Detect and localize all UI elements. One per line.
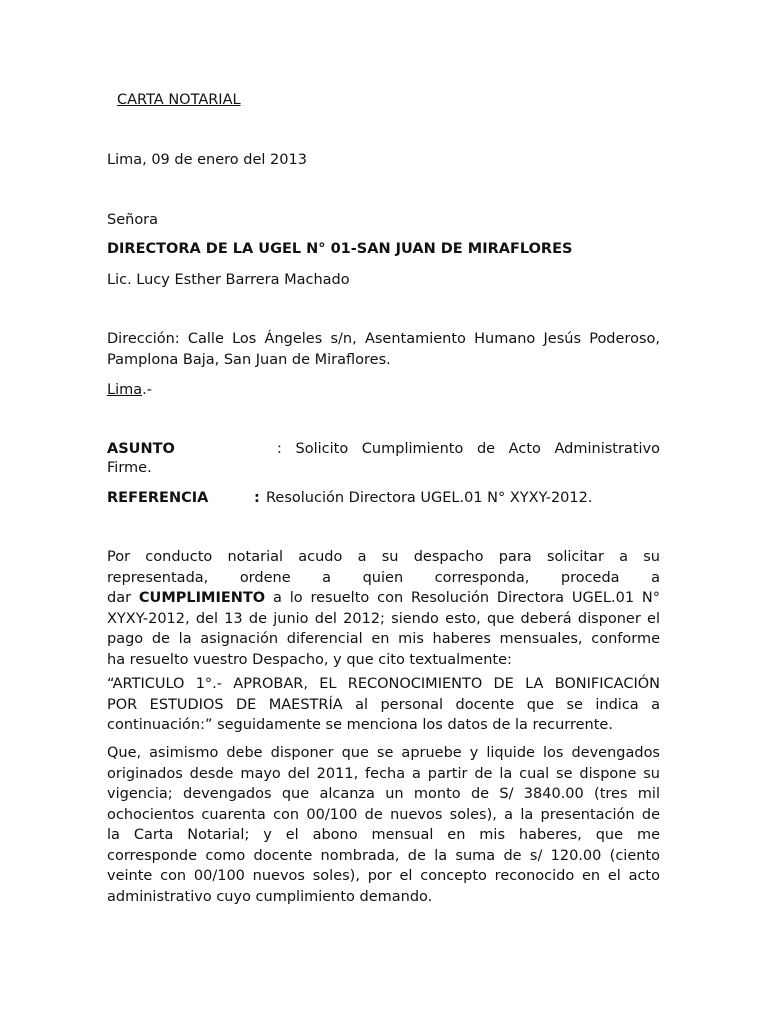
address-block: [107, 329, 660, 370]
paragraph-line: [107, 588, 660, 609]
address-line: Pamplona Baja, San Juan de Miraflores.: [107, 351, 391, 368]
paragraph-line: XYXY-2012, del 13 de junio del 2012; siendo esto, que deberá disponer el: [107, 610, 660, 627]
paragraph-payment: [107, 743, 660, 907]
paragraph-line: vigencia; devengados que alcanza un monto de S/ 3840.00 (tres mil: [107, 786, 660, 802]
referencia-colon: :: [254, 490, 260, 506]
city-suffix: .-: [142, 382, 152, 398]
asunto-label: ASUNTO: [107, 441, 175, 457]
recipient-name: Lic. Lucy Esther Barrera Machado: [107, 272, 350, 288]
paragraph-line: ha resuelto vuestro Despacho, y que cito textualmente:: [107, 651, 512, 668]
city: Lima: [107, 382, 143, 398]
cumplimiento-emphasis: CUMPLIMIENTO: [138, 590, 266, 606]
paragraph-line: veinte con 00/100 nuevos soles), por el concepto reconocido en el acto: [107, 868, 660, 884]
salutation: Señora: [107, 212, 159, 228]
paragraph-line: pago de la asignación diferencial en mis haberes mensuales, conforme: [107, 631, 660, 647]
paragraph-request: [107, 547, 660, 670]
document-title: CARTA NOTARIAL: [117, 92, 241, 108]
paragraph-line: corresponde como docente nombrada, de la suma de s/ 120.00 (ciento: [107, 847, 660, 864]
asunto-text: : Solicito Cumplimiento de Acto Administrativo: [277, 441, 660, 457]
paragraph-line: continuación:” seguidamente se menciona los datos de la recurrente.: [107, 717, 613, 733]
referencia-label: REFERENCIA: [107, 490, 209, 506]
date-line: Lima, 09 de enero del 2013: [107, 152, 307, 168]
recipient-title: DIRECTORA DE LA UGEL N° 01-SAN JUAN DE MIRAFLORES: [107, 241, 573, 257]
paragraph-article-quote: [107, 674, 660, 736]
address-line: Dirección: Calle Los Ángeles s/n, Asentamiento Humano Jesús Poderoso,: [107, 331, 660, 347]
paragraph-line: la Carta Notarial; y el abono mensual en mis haberes, que me: [107, 827, 660, 843]
paragraph-line: Que, asimismo debe disponer que se apruebe y liquide los devengados: [107, 745, 660, 761]
paragraph-line: administrativo cuyo cumplimiento demando.: [107, 888, 433, 905]
paragraph-line: representada, ordene a quien corresponda, proceda a: [107, 569, 660, 586]
city-line: [107, 380, 152, 400]
text-run: a lo resuelto con Resolución Directora UGEL.01 N°: [265, 590, 660, 606]
paragraph-line: POR ESTUDIOS DE MAESTRÍA al personal docente que se indica a: [107, 696, 660, 713]
paragraph-line: originados desde mayo del 2011, fecha a partir de la cual se dispone su: [107, 765, 660, 782]
paragraph-line: ochocientos cuarenta con 00/100 de nuevos soles), a la presentación de: [107, 806, 660, 823]
text-run: dar: [107, 590, 139, 606]
paragraph-line: “ARTICULO 1°.- APROBAR, EL RECONOCIMIENTO DE LA BONIFICACIÓN: [107, 676, 660, 692]
asunto-text-continued: Firme.: [107, 460, 152, 476]
referencia-text: Resolución Directora UGEL.01 N° XYXY-2012.: [266, 490, 593, 506]
paragraph-line: Por conducto notarial acudo a su despacho para solicitar a su: [107, 549, 660, 565]
